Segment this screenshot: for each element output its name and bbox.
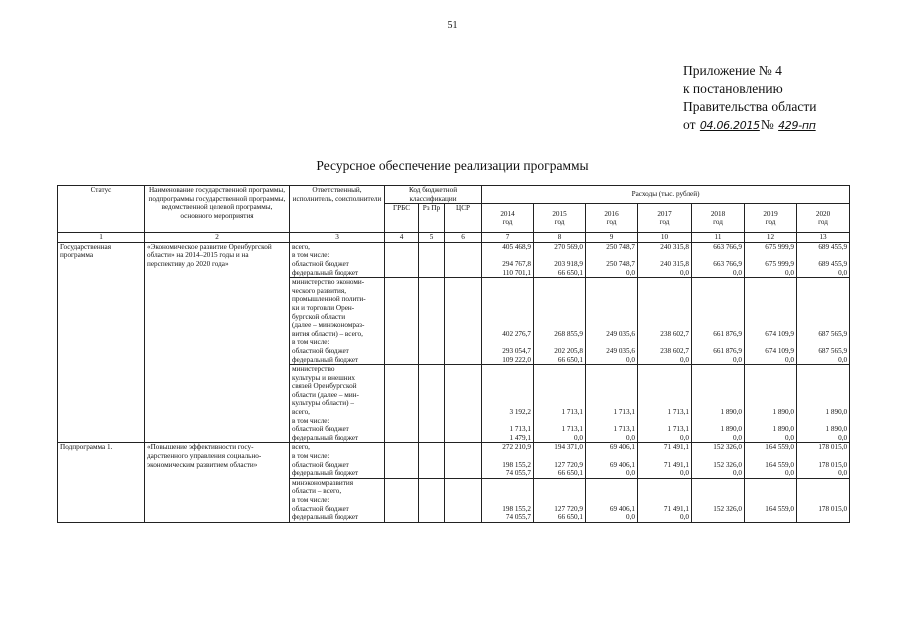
amount-federal: 0,0	[733, 433, 742, 442]
amount-group	[745, 478, 797, 522]
amount-group	[692, 443, 745, 478]
handwritten-number: 429-пп	[778, 119, 816, 132]
amount-federal: 66 650,1	[557, 513, 583, 522]
amount-group	[745, 278, 797, 365]
amount-total: 661 876,9	[713, 329, 742, 338]
rzpr-cell	[419, 443, 445, 478]
amount-total: 238 602,7	[660, 329, 689, 338]
appendix-no: №	[760, 117, 774, 132]
col-num: 8	[534, 233, 586, 243]
amount-federal: 110 701,1	[502, 268, 531, 277]
col-num: 12	[745, 233, 797, 243]
amount-group	[482, 365, 534, 443]
amount-federal: 74 055,7	[505, 513, 531, 522]
amount-group	[482, 443, 534, 478]
header-year-2014: 2014 год	[482, 204, 534, 233]
status-cell: Подпрограмма 1.	[58, 443, 145, 522]
amount-total: 674 109,9	[765, 329, 794, 338]
header-year-2016: 2016 год	[586, 204, 638, 233]
amount-total: 152 326,0	[713, 443, 742, 452]
amount-total: 3 192,2	[509, 408, 531, 417]
header-year-2017: 2017 год	[638, 204, 692, 233]
amount-regional: 249 035,6	[606, 346, 635, 355]
amount-group	[797, 242, 850, 277]
appendix-block	[683, 62, 817, 135]
grbs-cell	[385, 278, 419, 365]
amount-federal: 0,0	[785, 433, 794, 442]
amount-regional: 1 890,0	[720, 425, 742, 434]
header-year-2019: 2019 год	[745, 204, 797, 233]
amount-total: 164 559,0	[765, 443, 794, 452]
amount-federal: 0,0	[680, 268, 689, 277]
amount-group	[534, 365, 586, 443]
amount-total: 194 371,0	[554, 443, 583, 452]
amount-group	[534, 443, 586, 478]
amount-group	[638, 278, 692, 365]
amount-regional: 1 890,0	[825, 425, 848, 434]
csr-cell	[445, 478, 482, 522]
amount-federal: 0,0	[626, 513, 635, 522]
amount-federal: 66 650,1	[557, 268, 583, 277]
amount-regional: 198 155,2	[502, 460, 531, 469]
amount-group	[482, 478, 534, 522]
amount-regional: 164 559,0	[765, 504, 794, 513]
amount-regional: 127 720,9	[554, 504, 583, 513]
header-name: Наименование государственной программы, подпрограммы государственной программы, ведомственной целевой программы, основного мероприятия	[145, 186, 290, 233]
header-code: Код бюджетной классификации	[385, 186, 482, 204]
amount-total: 272 210,9	[502, 443, 531, 452]
csr-cell	[445, 365, 482, 443]
amount-regional: 661 876,9	[713, 346, 742, 355]
col-num: 11	[692, 233, 745, 243]
amount-total: 69 406,1	[609, 443, 635, 452]
header-rzpr: Рз Пр	[419, 204, 445, 233]
amount-total: 1 713,1	[561, 408, 583, 417]
header-col-numbers	[58, 233, 850, 243]
amount-group	[586, 242, 638, 277]
amount-regional: 293 054,7	[502, 346, 531, 355]
amount-regional: 238 602,7	[660, 346, 689, 355]
amount-regional: 250 748,7	[606, 259, 635, 268]
rzpr-cell	[419, 365, 445, 443]
amount-total: 1 890,0	[825, 408, 848, 417]
amount-regional: 202 205,8	[554, 346, 583, 355]
amount-regional: 675 999,9	[765, 259, 794, 268]
appendix-line-2: к постановлению	[683, 81, 783, 96]
amount-group	[586, 278, 638, 365]
amount-regional: 689 455,9	[818, 259, 848, 268]
amount-federal: 0,0	[785, 469, 794, 478]
amount-regional: 152 326,0	[713, 504, 742, 513]
amount-total: 689 455,9	[818, 242, 848, 251]
amount-group	[638, 365, 692, 443]
amount-group	[482, 278, 534, 365]
amount-regional: 69 406,1	[609, 460, 635, 469]
amount-total: 270 569,0	[554, 242, 583, 251]
amount-total: 1 890,0	[720, 408, 742, 417]
rzpr-cell	[419, 478, 445, 522]
amount-federal	[747, 513, 794, 522]
amount-group	[692, 478, 745, 522]
amount-total: 268 855,9	[554, 329, 583, 338]
header-year-2018: 2018 год	[692, 204, 745, 233]
resource-table	[57, 185, 850, 523]
amount-regional: 687 565,9	[818, 346, 848, 355]
amount-regional: 127 720,9	[554, 460, 583, 469]
amount-federal: 0,0	[838, 355, 848, 364]
rzpr-cell	[419, 242, 445, 277]
col-num: 4	[385, 233, 419, 243]
col-num: 7	[482, 233, 534, 243]
amount-federal: 66 650,1	[557, 469, 583, 478]
amount-federal: 0,0	[838, 268, 848, 277]
header-csr: ЦСР	[445, 204, 482, 233]
amount-group	[797, 365, 850, 443]
amount-group	[638, 242, 692, 277]
amount-group	[797, 443, 850, 478]
amount-group	[797, 278, 850, 365]
responsible-cell: министерство культуры и внешних связей Оренбургской области (далее – мин- культуры области) – всего, в том числе: областной бюджет федеральный бюджет	[290, 365, 385, 443]
table-row	[58, 443, 850, 478]
amount-group	[534, 478, 586, 522]
amount-total: 675 999,9	[765, 242, 794, 251]
col-num: 10	[638, 233, 692, 243]
amount-total: 71 491,1	[663, 443, 689, 452]
amount-group	[534, 278, 586, 365]
amount-group	[638, 478, 692, 522]
col-num: 1	[58, 233, 145, 243]
amount-group	[482, 242, 534, 277]
amount-federal: 0,0	[838, 433, 848, 442]
amount-federal	[799, 513, 847, 522]
amount-regional: 152 326,0	[713, 460, 742, 469]
header-grbs: ГРБС	[385, 204, 419, 233]
amount-total: 687 565,9	[818, 329, 848, 338]
amount-group	[586, 443, 638, 478]
col-num: 3	[290, 233, 385, 243]
col-num: 5	[419, 233, 445, 243]
grbs-cell	[385, 443, 419, 478]
amount-total: 1 713,1	[667, 408, 689, 417]
amount-regional: 294 767,8	[502, 259, 531, 268]
header-expenses: Расходы (тыс. рублей)	[482, 186, 850, 204]
responsible-cell: минэкономразвития области – всего, в том числе: областной бюджет федеральный бюджет	[290, 478, 385, 522]
amount-federal: 1 479,1	[509, 433, 531, 442]
csr-cell	[445, 443, 482, 478]
amount-federal: 0,0	[785, 355, 794, 364]
col-num: 6	[445, 233, 482, 243]
amount-federal: 0,0	[838, 469, 848, 478]
amount-total: 250 748,7	[606, 242, 635, 251]
appendix-line-3: Правительства области	[683, 99, 817, 114]
amount-regional: 71 491,1	[663, 504, 689, 513]
amount-federal: 0,0	[626, 433, 635, 442]
amount-total: 249 035,6	[606, 329, 635, 338]
appendix-from: от	[683, 117, 696, 132]
amount-total: 405 468,9	[502, 242, 531, 251]
amount-total: 1 713,1	[613, 408, 635, 417]
amount-group	[692, 242, 745, 277]
appendix-date-line	[683, 116, 817, 135]
amount-regional: 1 713,1	[509, 425, 531, 434]
amount-group	[745, 365, 797, 443]
amount-regional: 203 918,9	[554, 259, 583, 268]
header-year-2015: 2015 год	[534, 204, 586, 233]
appendix-line-1: Приложение № 4	[683, 63, 782, 78]
amount-regional: 1 713,1	[667, 425, 689, 434]
amount-regional: 178 015,0	[818, 460, 848, 469]
amount-regional: 1 713,1	[561, 425, 583, 434]
amount-federal: 0,0	[733, 355, 742, 364]
amount-federal: 0,0	[626, 469, 635, 478]
amount-group	[586, 478, 638, 522]
header-row-1	[58, 186, 850, 204]
amount-group	[692, 278, 745, 365]
amount-regional: 69 406,1	[609, 504, 635, 513]
grbs-cell	[385, 242, 419, 277]
amount-federal: 0,0	[680, 469, 689, 478]
col-num: 2	[145, 233, 290, 243]
grbs-cell	[385, 478, 419, 522]
amount-federal: 109 222,0	[502, 355, 531, 364]
amount-federal: 0,0	[785, 268, 794, 277]
responsible-cell: всего, в том числе: областной бюджет федеральный бюджет	[290, 443, 385, 478]
amount-regional: 1 713,1	[613, 425, 635, 434]
table-row	[58, 242, 850, 277]
amount-federal: 0,0	[733, 469, 742, 478]
amount-federal: 0,0	[626, 268, 635, 277]
document-title: Ресурсное обеспечение реализации программы	[316, 158, 589, 173]
amount-total: 402 276,7	[502, 329, 531, 338]
amount-total: 1 890,0	[772, 408, 794, 417]
amount-group	[638, 443, 692, 478]
csr-cell	[445, 278, 482, 365]
amount-total: 240 315,8	[660, 242, 689, 251]
amount-federal: 0,0	[574, 433, 583, 442]
amount-federal: 0,0	[680, 355, 689, 364]
amount-federal: 66 650,1	[557, 355, 583, 364]
amount-group	[745, 443, 797, 478]
csr-cell	[445, 242, 482, 277]
amount-federal: 0,0	[626, 355, 635, 364]
header-status: Статус	[58, 186, 145, 233]
handwritten-date: 04.06.2015	[699, 119, 760, 132]
responsible-cell: министерство экономи- ческого развития, промышленной полити- ки и торговли Орен- бургской области (далее – минэкономраз- вития области) – всего, в том числе: областной бюджет федеральный бюджет	[290, 278, 385, 365]
amount-total: 663 766,9	[713, 242, 742, 251]
rzpr-cell	[419, 278, 445, 365]
amount-federal: 0,0	[680, 433, 689, 442]
header-responsible: Ответственный, исполнитель, соисполнители	[290, 186, 385, 233]
responsible-cell: всего, в том числе: областной бюджет федеральный бюджет	[290, 242, 385, 277]
amount-regional: 240 315,8	[660, 259, 689, 268]
amount-regional: 663 766,9	[713, 259, 742, 268]
amount-regional: 71 491,1	[663, 460, 689, 469]
amount-federal	[694, 513, 742, 522]
amount-federal: 74 055,7	[505, 469, 531, 478]
status-cell: Государственная программа	[58, 242, 145, 443]
page-number: 51	[447, 20, 458, 31]
amount-regional: 198 155,2	[502, 504, 531, 513]
col-num: 13	[797, 233, 850, 243]
amount-group	[692, 365, 745, 443]
grbs-cell	[385, 365, 419, 443]
amount-group	[586, 365, 638, 443]
amount-group	[745, 242, 797, 277]
amount-federal: 0,0	[680, 513, 689, 522]
amount-regional: 164 559,0	[765, 460, 794, 469]
name-cell: «Экономическое развитие Оренбургской области» на 2014–2015 годы и на перспективу до 2020 года»	[145, 242, 290, 443]
amount-regional: 178 015,0	[818, 504, 848, 513]
amount-federal: 0,0	[733, 268, 742, 277]
amount-group	[797, 478, 850, 522]
amount-regional: 1 890,0	[772, 425, 794, 434]
amount-group	[534, 242, 586, 277]
name-cell: «Повышение эффективности госу-дарственного управления социально-экономическим развитием области»	[145, 443, 290, 522]
col-num: 9	[586, 233, 638, 243]
amount-total: 178 015,0	[818, 443, 848, 452]
amount-regional: 674 109,9	[765, 346, 794, 355]
header-year-2020: 2020 год	[797, 204, 850, 233]
